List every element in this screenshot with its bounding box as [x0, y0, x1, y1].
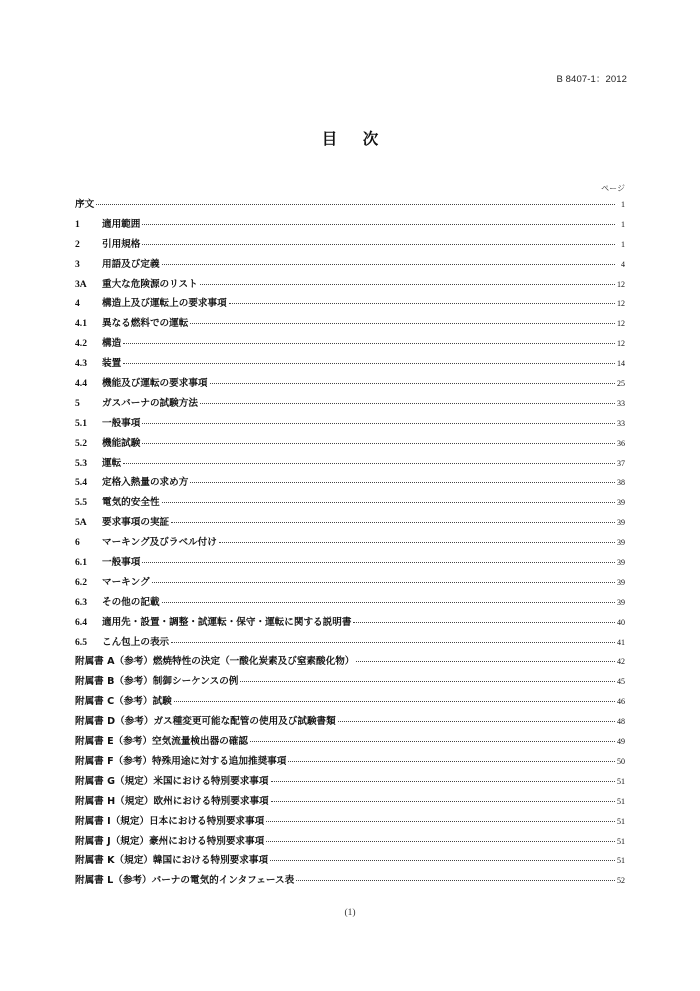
- toc-entry-number: 5A: [75, 517, 87, 529]
- toc-leader-dots: [123, 463, 615, 464]
- toc-entry[interactable]: [75, 236, 625, 256]
- toc-entry-page: 12: [617, 299, 625, 309]
- toc-leader-dots: [271, 781, 616, 782]
- toc-entry[interactable]: [75, 355, 625, 375]
- toc-entry[interactable]: [75, 594, 625, 614]
- toc-entry[interactable]: [75, 196, 625, 216]
- toc-entry-label: ガスバーナの試験方法: [102, 397, 198, 409]
- toc-entry-page: 45: [617, 677, 625, 687]
- toc-entry[interactable]: [75, 554, 625, 574]
- toc-entry-label: 要求事項の実証: [102, 517, 170, 529]
- toc-entry-label: 定格入熱量の求め方: [102, 477, 189, 489]
- toc-leader-dots: [270, 860, 615, 861]
- toc-entry-label: 附属書 H（規定）欧州における特別要求事項: [75, 795, 269, 807]
- toc-entry-label: 適用先・設置・調整・試運転・保守・運転に関する説明書: [102, 616, 352, 628]
- toc-entry-number: 3A: [75, 278, 87, 290]
- toc-entry-page: 1: [621, 200, 625, 209]
- toc-entry-page: 52: [617, 876, 625, 886]
- toc-leader-dots: [171, 522, 615, 523]
- toc-leader-dots: [200, 284, 615, 285]
- toc-leader-dots: [229, 303, 615, 304]
- page-number-footer: (1): [344, 908, 356, 918]
- toc-entry-label: こん包上の表示: [102, 636, 170, 648]
- toc-entry-number: 3: [75, 258, 80, 270]
- toc-entry-label: 重大な危険源のリスト: [102, 278, 198, 290]
- toc-entry-page: 12: [617, 279, 625, 289]
- toc-leader-dots: [190, 323, 615, 324]
- toc-entry[interactable]: [75, 415, 625, 435]
- toc-entry-label: 電気的安全性: [102, 497, 160, 509]
- toc-entry-page: 50: [617, 756, 625, 766]
- toc-leader-dots: [142, 423, 615, 424]
- toc-leader-dots: [250, 741, 615, 742]
- toc-entry-number: 6.4: [75, 616, 87, 628]
- toc-entry-number: 4.3: [75, 358, 87, 370]
- toc-entry-page: 25: [617, 379, 625, 389]
- toc-entry-page: 39: [617, 518, 625, 528]
- toc-entry-label: マーキング: [102, 576, 150, 588]
- toc-entry[interactable]: [75, 315, 625, 335]
- toc-entry-page: 33: [617, 418, 625, 428]
- toc-entry-number: 6.2: [75, 576, 87, 588]
- toc-entry[interactable]: [75, 256, 625, 276]
- toc-leader-dots: [266, 821, 615, 822]
- toc-leader-dots: [162, 602, 615, 603]
- toc-entry-page: 39: [617, 498, 625, 508]
- toc-entry[interactable]: [75, 713, 625, 733]
- toc-leader-dots: [152, 582, 615, 583]
- toc-entry-label: 附属書 B（参考）制御シーケンスの例: [75, 676, 239, 688]
- toc-leader-dots: [123, 363, 615, 364]
- toc-entry-number: 4.1: [75, 318, 87, 330]
- toc-entry-label: 附属書 E（参考）空気流量検出器の確認: [75, 736, 248, 748]
- toc-entry-label: 構造上及び運転上の要求事項: [102, 298, 227, 310]
- toc-entry-number: 6.3: [75, 596, 87, 608]
- toc-entry-label: 附属書 C（参考）試験: [75, 696, 172, 708]
- toc-entry[interactable]: [75, 375, 625, 395]
- toc-entry[interactable]: [75, 673, 625, 693]
- toc-entry[interactable]: [75, 733, 625, 753]
- toc-leader-dots: [200, 403, 615, 404]
- toc-entry-label: 序文: [75, 199, 95, 210]
- toc-entry-label: 異なる燃料での運転: [102, 318, 189, 330]
- toc-entry[interactable]: [75, 653, 625, 673]
- toc-leader-dots: [142, 443, 615, 444]
- toc-entry-page: 14: [617, 359, 625, 369]
- toc-leader-dots: [171, 642, 615, 643]
- toc-entry-page: 51: [617, 776, 625, 786]
- toc-entry[interactable]: [75, 634, 625, 654]
- toc-leader-dots: [162, 264, 615, 265]
- toc-entry-page: 37: [617, 458, 625, 468]
- toc-leader-dots: [219, 542, 615, 543]
- toc-entry-page: 36: [617, 438, 625, 448]
- toc-entry[interactable]: [75, 534, 625, 554]
- page-column-heading: ページ: [601, 184, 625, 193]
- toc-leader-dots: [271, 801, 615, 802]
- toc-entry-number: 6: [75, 537, 80, 549]
- toc-entry-number: 5.1: [75, 417, 87, 429]
- toc-entry-page: 39: [617, 577, 625, 587]
- toc-entry-number: 2: [75, 238, 80, 250]
- toc-entry-label: 構造: [102, 338, 122, 350]
- toc-entry-number: 4: [75, 298, 80, 310]
- toc-entry-number: 4.2: [75, 338, 87, 350]
- toc-entry-page: 4: [621, 259, 625, 269]
- toc-entry-number: 6.5: [75, 636, 87, 648]
- toc-entry[interactable]: [75, 395, 625, 415]
- toc-entry-number: 5.4: [75, 477, 87, 489]
- toc-entry-label: 附属書 J（規定）豪州における特別要求事項: [75, 835, 265, 847]
- toc-entry[interactable]: [75, 335, 625, 355]
- toc-entry[interactable]: [75, 514, 625, 534]
- toc-entry-page: 42: [617, 657, 625, 667]
- toc-entry-page: 39: [617, 558, 625, 568]
- toc-entry-number: 5.5: [75, 497, 87, 509]
- toc-leader-dots: [142, 224, 615, 225]
- toc-entry-label: その他の記載: [102, 596, 160, 608]
- toc-entry-number: 1: [75, 218, 80, 230]
- toc-entry-page: 1: [621, 239, 625, 249]
- toc-entry-page: 38: [617, 478, 625, 488]
- toc-entry[interactable]: [75, 753, 625, 773]
- toc-entry-page: 41: [617, 637, 625, 647]
- toc-entry[interactable]: [75, 216, 625, 236]
- toc-entry-label: 附属書 K（規定）韓国における特別要求事項: [75, 855, 269, 867]
- table-of-contents: [75, 196, 625, 892]
- toc-entry-label: 附属書 I（規定）日本における特別要求事項: [75, 815, 265, 827]
- toc-entry-label: 一般事項: [102, 417, 141, 429]
- toc-entry[interactable]: [75, 852, 625, 872]
- toc-entry-number: 6.1: [75, 557, 87, 569]
- toc-entry[interactable]: [75, 474, 625, 494]
- toc-entry-number: 4.4: [75, 378, 87, 390]
- toc-entry[interactable]: [75, 614, 625, 634]
- toc-entry-number: 5.2: [75, 437, 87, 449]
- toc-leader-dots: [190, 482, 615, 483]
- toc-entry-page: 12: [617, 339, 625, 349]
- toc-entry-page: 49: [617, 737, 625, 747]
- toc-leader-dots: [96, 204, 615, 205]
- toc-entry-label: マーキング及びラベル付け: [102, 537, 217, 549]
- toc-entry[interactable]: [75, 574, 625, 594]
- toc-entry-page: 51: [617, 796, 625, 806]
- toc-entry-label: 附属書 F（参考）特殊用途に対する追加推奨事項: [75, 755, 287, 767]
- toc-entry-label: 附属書 G（規定）米国における特別要求事項: [75, 775, 269, 787]
- toc-leader-dots: [353, 622, 615, 623]
- toc-entry-label: 運転: [102, 457, 122, 469]
- toc-entry-label: 一般事項: [102, 557, 141, 569]
- toc-entry-page: 51: [617, 816, 625, 826]
- toc-entry-number: 5.3: [75, 457, 87, 469]
- toc-entry-page: 51: [617, 856, 625, 866]
- toc-entry-page: 51: [617, 836, 625, 846]
- toc-leader-dots: [356, 661, 615, 662]
- toc-entry[interactable]: [75, 295, 625, 315]
- toc-entry-label: 附属書 A（参考）燃焼特性の決定（一酸化炭素及び窒素酸化物）: [75, 656, 355, 668]
- toc-entry-page: 40: [617, 617, 625, 627]
- toc-leader-dots: [123, 343, 615, 344]
- toc-entry[interactable]: [75, 693, 625, 713]
- toc-entry-page: 39: [617, 538, 625, 548]
- toc-leader-dots: [142, 244, 615, 245]
- toc-leader-dots: [240, 681, 615, 682]
- toc-entry-label: 機能及び運転の要求事項: [102, 378, 208, 390]
- toc-entry[interactable]: [75, 455, 625, 475]
- toc-entry-page: 12: [617, 319, 625, 329]
- toc-entry-page: 33: [617, 398, 625, 408]
- toc-entry-label: 引用規格: [102, 238, 141, 250]
- toc-entry-page: 48: [617, 717, 625, 727]
- toc-entry[interactable]: [75, 435, 625, 455]
- toc-entry[interactable]: [75, 793, 625, 813]
- toc-entry[interactable]: [75, 773, 625, 793]
- toc-entry[interactable]: [75, 494, 625, 514]
- toc-entry-label: 用語及び定義: [102, 258, 160, 270]
- toc-leader-dots: [338, 721, 615, 722]
- toc-entry[interactable]: [75, 872, 625, 892]
- toc-entry[interactable]: [75, 833, 625, 853]
- toc-entry-label: 装置: [102, 358, 122, 370]
- toc-entry-label: 機能試験: [102, 437, 141, 449]
- toc-leader-dots: [174, 701, 615, 702]
- toc-entry-page: 1: [621, 219, 625, 229]
- toc-entry-label: 附属書 D（参考）ガス種変更可能な配管の使用及び試験書類: [75, 716, 336, 728]
- toc-entry-page: 39: [617, 597, 625, 607]
- standard-number: B 8407-1：2012: [556, 74, 627, 85]
- toc-leader-dots: [162, 502, 615, 503]
- toc-leader-dots: [266, 841, 615, 842]
- toc-entry-label: 附属書 L（参考）バーナの電気的インタフェース表: [75, 875, 295, 887]
- toc-leader-dots: [288, 761, 615, 762]
- toc-leader-dots: [142, 562, 615, 563]
- toc-entry-page: 46: [617, 697, 625, 707]
- toc-entry[interactable]: [75, 276, 625, 296]
- toc-entry-number: 5: [75, 397, 80, 409]
- toc-entry[interactable]: [75, 813, 625, 833]
- toc-leader-dots: [296, 880, 615, 881]
- toc-leader-dots: [210, 383, 615, 384]
- toc-entry-label: 適用範囲: [102, 218, 141, 230]
- page-title: 目 次: [321, 130, 389, 148]
